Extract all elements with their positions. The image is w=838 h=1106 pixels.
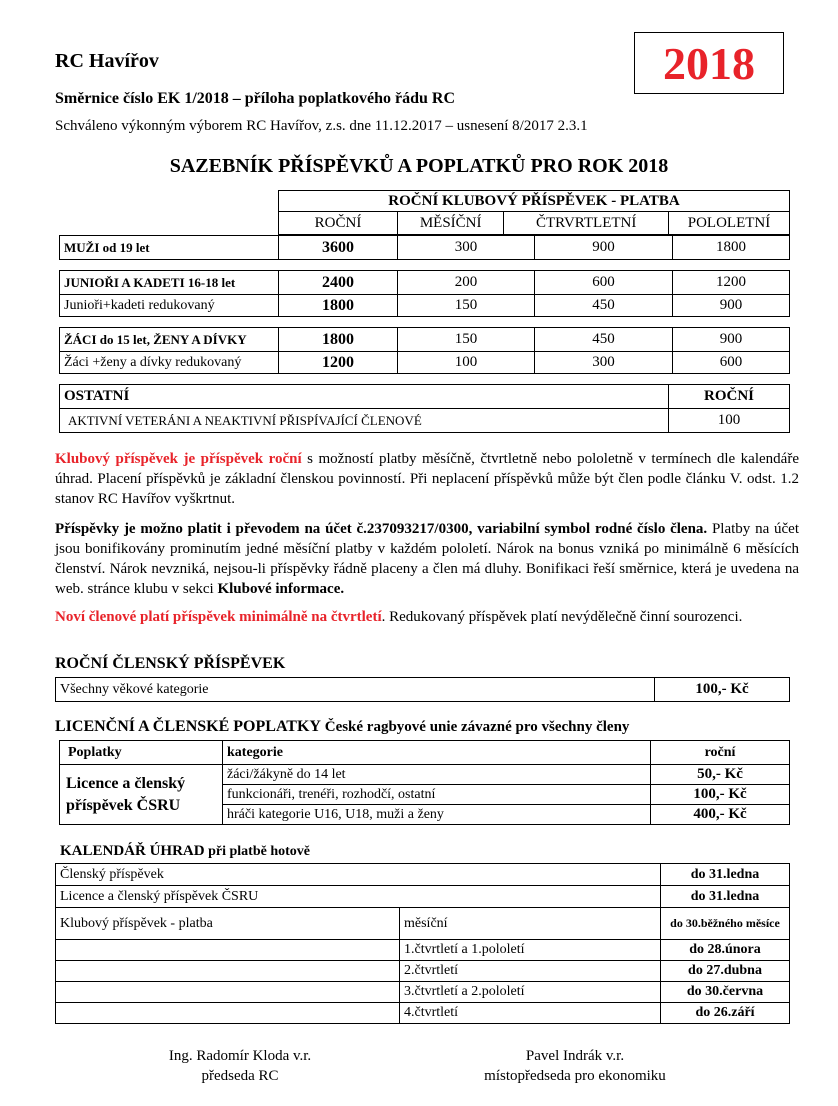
cell: 450	[535, 328, 673, 352]
para2-bold: Příspěvky je možno platit i převodem na účet č.237093217/0300, variabilní symbol rodné číslo člena.	[55, 521, 708, 537]
calendar-period: měsíční	[400, 908, 661, 940]
col-halfyear: POLOLETNÍ	[669, 212, 790, 235]
row-label: MUŽI od 19 let	[60, 236, 279, 260]
club-name: RC Havířov	[55, 50, 159, 72]
para3-highlight: Noví členové platí příspěvek minimálně na čtvrtletí	[55, 609, 382, 625]
cell: 200	[398, 271, 535, 295]
licence-table	[59, 740, 790, 825]
para-new-members	[55, 607, 799, 627]
empty-cell	[56, 982, 400, 1003]
table-row	[60, 352, 790, 374]
table-row	[60, 271, 790, 295]
empty-cell	[56, 1003, 400, 1024]
cell: 1800	[673, 236, 790, 260]
row-label: Junioři+kadeti redukovaný	[60, 295, 279, 317]
cell: 900	[673, 295, 790, 317]
table-row	[60, 328, 790, 352]
para2-text: Platby na účet jsou bonifikovány prominutím jedné měsíční platby v každém pololetí. Nárok na bonus vzniká po minimálně 6 měsících členství. Nárok nevzniká, nejsou-li příspěvky řádně placeny a člen má dluhy. Bonifikaci řeší směrnice, která je uvedena na web. stránce klubu v sekci	[55, 521, 799, 597]
calendar-period: 2.čtvrtletí	[400, 961, 661, 982]
table-row	[56, 961, 790, 982]
licence-col-category: kategorie	[223, 741, 651, 765]
row-label: JUNIOŘI A KADETI 16-18 let	[60, 271, 279, 295]
empty-cell	[56, 961, 400, 982]
licence-category: žáci/žákyně do 14 let	[223, 765, 651, 785]
row-label: ŽÁCI do 15 let, ŽENY A DÍVKY	[60, 328, 279, 352]
cell: 1800	[279, 328, 398, 352]
other-col: ROČNÍ	[669, 385, 790, 409]
table-row	[60, 765, 790, 785]
club-fee-group-youth	[59, 327, 790, 374]
table-row	[56, 1003, 790, 1024]
calendar-deadline: do 28.února	[661, 940, 790, 961]
cell: 450	[535, 295, 673, 317]
directive: Směrnice číslo EK 1/2018 – příloha poplatkového řádu RC	[55, 90, 456, 107]
table-row	[60, 741, 790, 765]
table-row	[56, 940, 790, 961]
calendar-label: Klubový příspěvek - platba	[56, 908, 400, 940]
licence-category: hráči kategorie U16, U18, muži a ženy	[223, 805, 651, 825]
calendar-heading-bold: KALENDÁŘ ÚHRAD	[60, 843, 205, 859]
para1-highlight: Klubový příspěvek je příspěvek roční	[55, 451, 302, 467]
club-fee-group-men	[59, 235, 790, 260]
empty-cell	[56, 940, 400, 961]
table-row	[60, 236, 790, 260]
licence-heading-rest: České ragbyové unie závazné pro všechny členy	[320, 719, 630, 735]
calendar-heading-rest: při platbě hotově	[204, 844, 310, 859]
membership-label: Všechny věkové kategorie	[56, 678, 655, 702]
table-row	[56, 982, 790, 1003]
membership-value: 100,- Kč	[655, 678, 790, 702]
signature-right	[450, 1046, 700, 1086]
table-row	[56, 908, 790, 940]
table-row	[60, 409, 790, 433]
para-bank-transfer	[55, 519, 799, 599]
col-quarterly: ČTRVRTLETNÍ	[504, 212, 669, 235]
approved-note: Schváleno výkonným výborem RC Havířov, z.s. dne 11.12.2017 – usnesení 8/2017 2.3.1	[55, 118, 588, 134]
table-row	[56, 864, 790, 886]
licence-col-fees: Poplatky	[60, 741, 223, 765]
para1-text: s možností platby měsíčně, čtvrtletně nebo pololetně v termínech dle kalendáře úhrad. Placení příspěvků je základní členskou povinností. Při neplacení příspěvků může být člen podle článku V. odst. 1.2 stanov RC Havířov vyškrtnut.	[55, 451, 799, 507]
licence-heading-bold: LICENČNÍ A ČLENSKÉ POPLATKY	[55, 718, 321, 735]
calendar-label: Licence a členský příspěvek ČSRU	[56, 886, 661, 908]
calendar-period: 1.čtvrtletí a 1.pololetí	[400, 940, 661, 961]
para-club-fee	[55, 449, 799, 509]
membership-heading: ROČNÍ ČLENSKÝ PŘÍSPĚVEK	[55, 655, 286, 672]
cell: 900	[673, 328, 790, 352]
cell: 1200	[673, 271, 790, 295]
row-label: Žáci +ženy a dívky redukovaný	[60, 352, 279, 374]
para2-link: Klubové informace.	[217, 581, 345, 597]
cell: 300	[535, 352, 673, 374]
cell: 1800	[279, 295, 398, 317]
calendar-deadline: do 31.ledna	[661, 886, 790, 908]
table-row	[56, 678, 790, 702]
club-fee-header-table	[278, 190, 790, 235]
cell: 150	[398, 295, 535, 317]
cell: 100	[398, 352, 535, 374]
calendar-table	[55, 863, 790, 1024]
cell: 2400	[279, 271, 398, 295]
signature-right-name: Pavel Indrák v.r.	[525, 1048, 625, 1064]
club-fee-group-juniors	[59, 270, 790, 317]
calendar-heading	[60, 843, 310, 860]
licence-value: 100,- Kč	[651, 785, 790, 805]
calendar-deadline: do 30.běžného měsíce	[661, 908, 790, 940]
col-monthly: MĚSÍČNÍ	[398, 212, 504, 235]
calendar-deadline: do 30.června	[661, 982, 790, 1003]
club-fee-heading: ROČNÍ KLUBOVÝ PŘÍSPĚVEK - PLATBA	[279, 191, 790, 212]
calendar-label: Členský příspěvek	[56, 864, 661, 886]
licence-heading	[55, 718, 629, 736]
calendar-period: 3.čtvrtletí a 2.pololetí	[400, 982, 661, 1003]
year-box	[634, 32, 784, 94]
calendar-deadline: do 31.ledna	[661, 864, 790, 886]
calendar-period: 4.čtvrtletí	[400, 1003, 661, 1024]
licence-value: 400,- Kč	[651, 805, 790, 825]
club-fee-other	[59, 384, 790, 433]
page-title: SAZEBNÍK PŘÍSPĚVKŮ A POPLATKŮ PRO ROK 2018	[169, 155, 669, 177]
other-heading: OSTATNÍ	[60, 385, 669, 409]
cell: 150	[398, 328, 535, 352]
calendar-deadline: do 27.dubna	[661, 961, 790, 982]
table-row	[60, 385, 790, 409]
year: 2018	[663, 38, 755, 89]
col-annual: ROČNÍ	[279, 212, 398, 235]
licence-value: 50,- Kč	[651, 765, 790, 785]
cell: 900	[535, 236, 673, 260]
cell: 600	[535, 271, 673, 295]
other-value: 100	[669, 409, 790, 433]
licence-group-label: Licence a členský příspěvek ČSRU	[60, 765, 223, 825]
cell: 600	[673, 352, 790, 374]
signature-left	[140, 1046, 340, 1086]
table-row	[56, 886, 790, 908]
licence-category: funkcionáři, trenéři, rozhodčí, ostatní	[223, 785, 651, 805]
cell: 300	[398, 236, 535, 260]
cell: 3600	[279, 236, 398, 260]
calendar-deadline: do 26.září	[661, 1003, 790, 1024]
cell: 1200	[279, 352, 398, 374]
signature-left-role: předseda RC	[201, 1068, 279, 1084]
para3-text: . Redukovaný příspěvek platí nevýdělečně činní sourozenci.	[381, 609, 743, 625]
licence-col-annual: roční	[651, 741, 790, 765]
table-row	[60, 295, 790, 317]
other-label: AKTIVNÍ VETERÁNI A NEAKTIVNÍ PŘISPÍVAJÍCÍ ČLENOVÉ	[60, 409, 669, 433]
membership-table	[55, 677, 790, 702]
signature-right-role: místopředseda pro ekonomiku	[484, 1068, 666, 1084]
signature-left-name: Ing. Radomír Kloda v.r.	[168, 1048, 312, 1064]
